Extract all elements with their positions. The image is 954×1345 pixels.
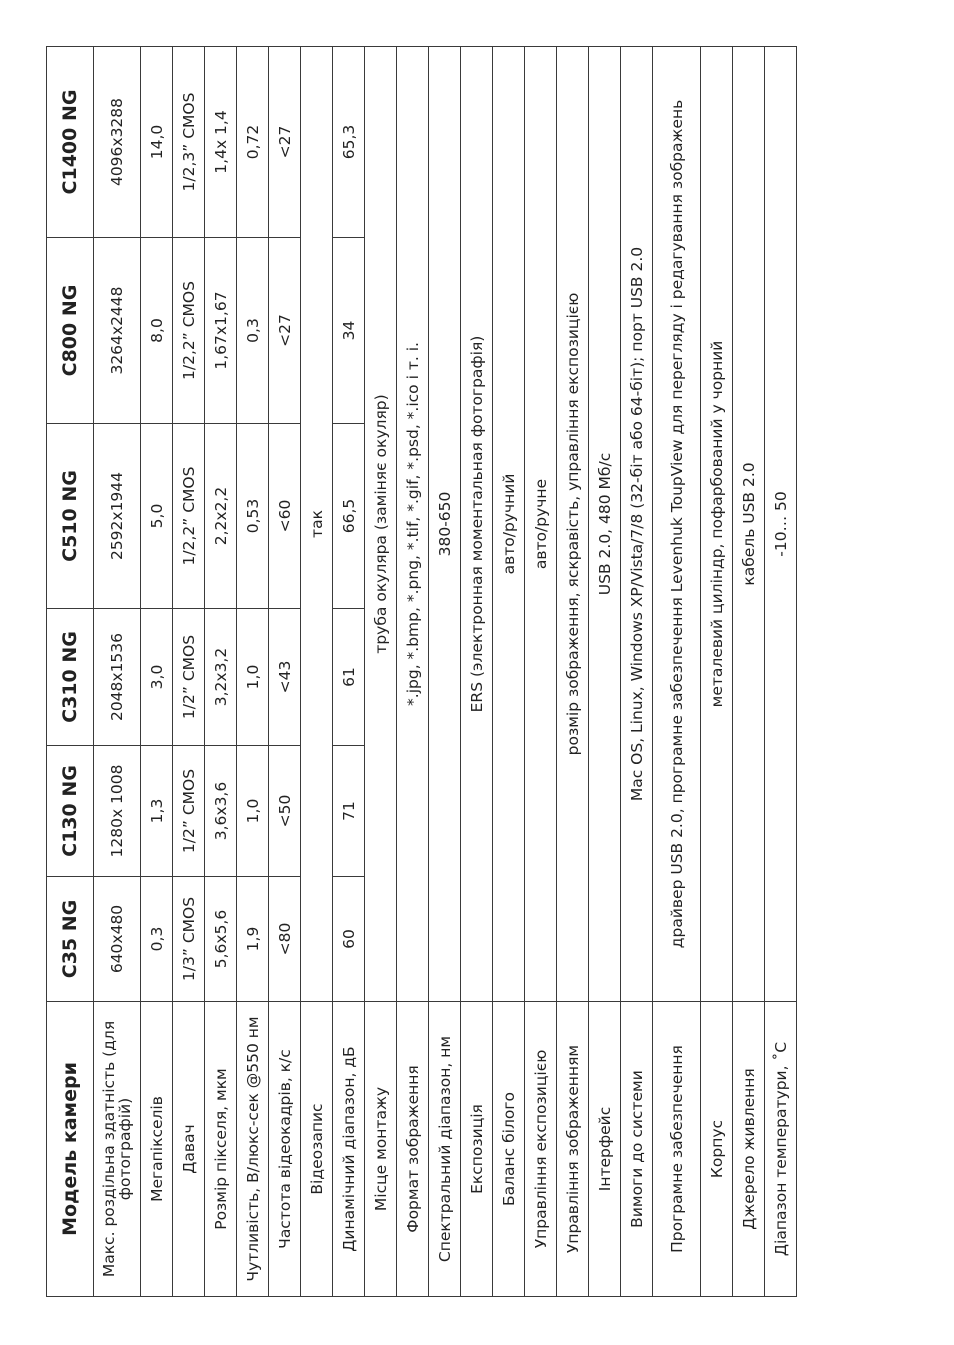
row-label: Давач: [173, 1002, 205, 1297]
cell: 71: [333, 746, 365, 877]
cell: 0,3: [141, 877, 173, 1002]
camera-specs-table: [46, 46, 797, 1297]
row-system: [621, 47, 653, 1297]
model-c35: C35 NG: [47, 877, 94, 1002]
cell: 4096x3288: [94, 47, 141, 238]
row-dynamic-range: [333, 47, 365, 1297]
row-software: [653, 47, 701, 1297]
row-resolution: [94, 47, 141, 1297]
cell: 5,0: [141, 424, 173, 609]
row-format: [397, 47, 429, 1297]
model-c800: C800 NG: [47, 238, 94, 424]
row-sensitivity: [237, 47, 269, 1297]
row-label: Управління експозицією: [525, 1002, 557, 1297]
cell: 1,9: [237, 877, 269, 1002]
cell: 2592x1944: [94, 424, 141, 609]
cell: 1/2,3” CMOS: [173, 47, 205, 238]
merged-cell: металевий циліндр, пофарбований у чорний: [701, 47, 733, 1002]
cell: <27: [269, 47, 301, 238]
row-mount: [365, 47, 397, 1297]
row-interface: [589, 47, 621, 1297]
model-c1400: C1400 NG: [47, 47, 94, 238]
cell: <60: [269, 424, 301, 609]
row-megapixels: [141, 47, 173, 1297]
row-image-control: [557, 47, 589, 1297]
row-frame-rate: [269, 47, 301, 1297]
row-label: Спектральний діапазон, нм: [429, 1002, 461, 1297]
cell: 1,0: [237, 609, 269, 746]
cell: <50: [269, 746, 301, 877]
cell: 65,3: [333, 47, 365, 238]
merged-cell: труба окуляра (заміняє окуляр): [365, 47, 397, 1002]
cell: 2,2x2,2: [205, 424, 237, 609]
row-label: Програмне забезпечення: [653, 1002, 701, 1297]
row-label: Чутливість, В/люкс-сек @550 нм: [237, 1002, 269, 1297]
cell: 5,6x5,6: [205, 877, 237, 1002]
merged-cell: драйвер USB 2.0, програмне забезпечення Levenhuk ToupView для перегляду і редагування зображень: [653, 47, 701, 1002]
row-label: Відеозапис: [301, 1002, 333, 1297]
cell: 0,3: [237, 238, 269, 424]
row-label: Управління зображенням: [557, 1002, 589, 1297]
cell: 640x480: [94, 877, 141, 1002]
cell: 1/3” CMOS: [173, 877, 205, 1002]
cell: 2048x1536: [94, 609, 141, 746]
row-label: Розмір пікселя, мкм: [205, 1002, 237, 1297]
row-power: [733, 47, 765, 1297]
row-label: Динамічний діапазон, дБ: [333, 1002, 365, 1297]
merged-cell: кабель USB 2.0: [733, 47, 765, 1002]
cell: 8,0: [141, 238, 173, 424]
cell: 3,6x3,6: [205, 746, 237, 877]
cell: 1,0: [237, 746, 269, 877]
cell: 60: [333, 877, 365, 1002]
merged-cell: 380-650: [429, 47, 461, 1002]
row-label: Експозиція: [461, 1002, 493, 1297]
header-label: Модель камери: [47, 1002, 94, 1297]
merged-cell: Mac OS, Linux, Windows XP/Vista/7/8 (32-біт або 64-біт); порт USB 2.0: [621, 47, 653, 1002]
cell: 34: [333, 238, 365, 424]
row-pixel-size: [205, 47, 237, 1297]
cell: 1,4x 1,4: [205, 47, 237, 238]
row-exposure: [461, 47, 493, 1297]
cell: 3,2x3,2: [205, 609, 237, 746]
row-video: [301, 47, 333, 1297]
row-label: Корпус: [701, 1002, 733, 1297]
row-spectral: [429, 47, 461, 1297]
cell: 1/2,2” CMOS: [173, 424, 205, 609]
merged-cell: ERS (электронная моментальная фотографія): [461, 47, 493, 1002]
row-temperature: [765, 47, 797, 1297]
row-label: Джерело живлення: [733, 1002, 765, 1297]
cell: 66,5: [333, 424, 365, 609]
merged-cell: авто/ручне: [525, 47, 557, 1002]
cell: 1,3: [141, 746, 173, 877]
row-label: Баланс білого: [493, 1002, 525, 1297]
row-label: Мегапікселів: [141, 1002, 173, 1297]
header-row: [47, 47, 94, 1297]
row-label: Макс. роздільна здатність (для фотографій): [94, 1002, 141, 1297]
row-label: Формат зображення: [397, 1002, 429, 1297]
merged-cell: розмір зображення, яскравість, управління експозицією: [557, 47, 589, 1002]
row-label: Діапазон температури, ˚С: [765, 1002, 797, 1297]
cell: 1/2,2” CMOS: [173, 238, 205, 424]
row-sensor: [173, 47, 205, 1297]
row-white-balance: [493, 47, 525, 1297]
merged-cell: -10… 50: [765, 47, 797, 1002]
row-label: Місце монтажу: [365, 1002, 397, 1297]
cell: 14,0: [141, 47, 173, 238]
cell: 0,72: [237, 47, 269, 238]
cell: 3264x2448: [94, 238, 141, 424]
row-body: [701, 47, 733, 1297]
cell: 1,67x1,67: [205, 238, 237, 424]
cell: 1280x 1008: [94, 746, 141, 877]
model-c510: C510 NG: [47, 424, 94, 609]
cell: 3,0: [141, 609, 173, 746]
cell: <43: [269, 609, 301, 746]
cell: 61: [333, 609, 365, 746]
row-label: Інтерфейс: [589, 1002, 621, 1297]
merged-cell: авто/ручний: [493, 47, 525, 1002]
cell: 0,53: [237, 424, 269, 609]
merged-cell: так: [301, 47, 333, 1002]
rotated-table-container: [46, 47, 790, 1297]
row-label: Частота відеокадрів, к/с: [269, 1002, 301, 1297]
row-label: Вимоги до системи: [621, 1002, 653, 1297]
cell: <27: [269, 238, 301, 424]
cell: 1/2” CMOS: [173, 609, 205, 746]
merged-cell: USB 2.0, 480 Мб/с: [589, 47, 621, 1002]
merged-cell: *.jpg, *.bmp, *.png, *.tif, *.gif, *.psd, *.ico і т. і.: [397, 47, 429, 1002]
model-c130: C130 NG: [47, 746, 94, 877]
model-c310: C310 NG: [47, 609, 94, 746]
row-exposure-control: [525, 47, 557, 1297]
cell: 1/2” CMOS: [173, 746, 205, 877]
cell: <80: [269, 877, 301, 1002]
